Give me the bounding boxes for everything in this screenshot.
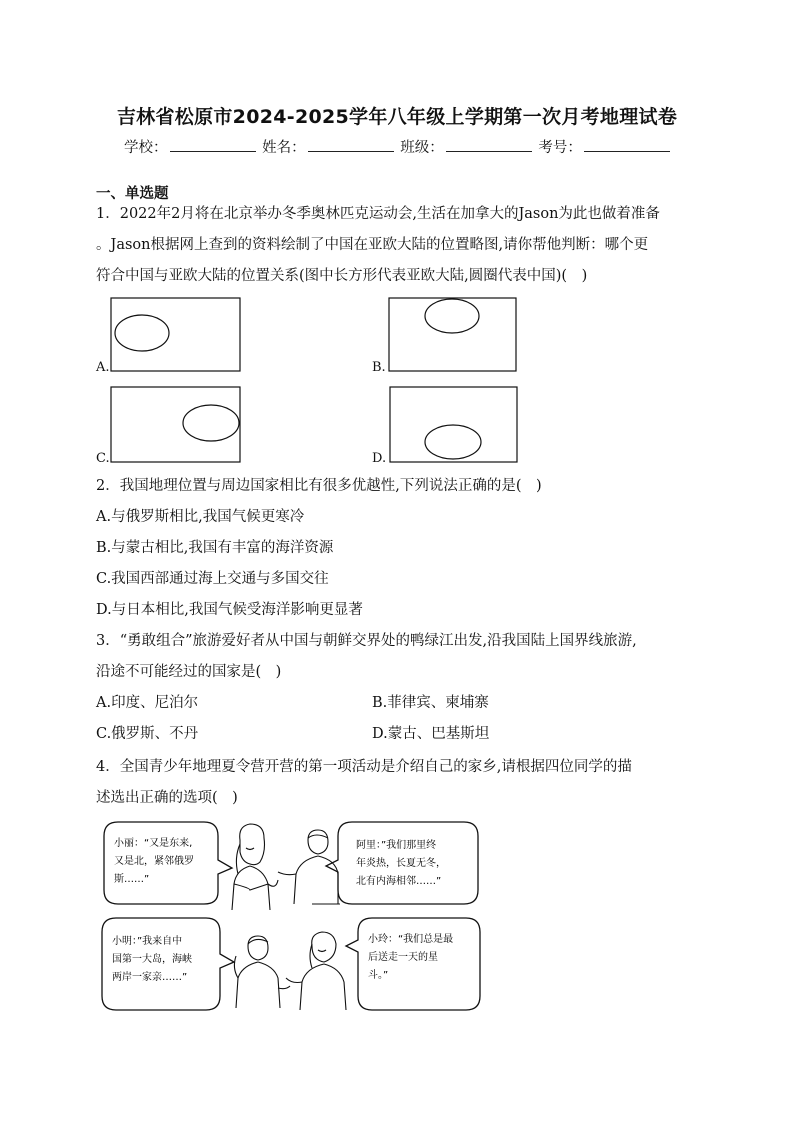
china-circle	[115, 315, 169, 351]
q3-line1: 3．“勇敢组合”旅游爱好者从中国与朝鲜交界处的鸭绿江出发,沿我国陆上国界线旅游,	[96, 633, 637, 649]
china-circle	[425, 425, 481, 459]
q1-option-c-figure	[110, 386, 242, 464]
xiaoli-text-2: 又是北，紧邻俄罗	[114, 856, 194, 867]
number-blank[interactable]	[584, 139, 670, 152]
q2-option-c[interactable]: C.我国西部通过海上交通与多国交往	[96, 571, 329, 587]
eurasia-rectangle	[389, 298, 516, 371]
xiaoling-text-2: 后送走一天的星	[368, 952, 438, 963]
school-blank[interactable]	[170, 139, 256, 152]
q1-option-a-label: A.	[96, 360, 110, 375]
class-blank[interactable]	[446, 139, 532, 152]
xiaoling-text-1: 小玲：“我们总是最	[368, 934, 454, 945]
student-girl-xiaoling-figure	[286, 932, 346, 1010]
q2-option-b[interactable]: B.与蒙古相比,我国有丰富的海洋资源	[96, 540, 334, 556]
china-circle	[425, 299, 479, 333]
class-label: 班级：	[400, 140, 444, 156]
student-girl-xiaoli-figure	[232, 824, 278, 910]
name-label: 姓名：	[262, 140, 306, 156]
q3-option-d[interactable]: D.蒙古、巴基斯坦	[372, 726, 490, 742]
q3-option-b[interactable]: B.菲律宾、柬埔寨	[372, 695, 489, 711]
xiaoming-text-1: 小明：”我来自中	[112, 936, 183, 947]
xiaoli-text-1: 小丽：“又是东来,	[114, 838, 193, 849]
ali-text-1: 阿里：”我们那里终	[356, 840, 437, 851]
section-heading: 一、单选题	[96, 186, 169, 202]
q1-line3: 符合中国与亚欧大陆的位置关系(图中长方形代表亚欧大陆,圆圈代表中国)( )	[96, 268, 588, 284]
q1-option-a-figure	[110, 297, 242, 373]
ali-text-3: 北有内海相邻……”	[356, 876, 442, 887]
q4-line1: 4．全国青少年地理夏令营开营的第一项活动是介绍自己的家乡,请根据四位同学的描	[96, 759, 632, 775]
xiaoming-text-3: 两岸一家亲……”	[112, 972, 188, 983]
q1-option-c-label: C.	[96, 451, 110, 466]
school-label: 学校：	[124, 140, 168, 156]
q2-stem: 2．我国地理位置与周边国家相比有很多优越性,下列说法正确的是( )	[96, 478, 542, 494]
speech-bubble-xiaoling	[346, 918, 480, 1010]
q4-line2: 述选出正确的选项( )	[96, 790, 238, 806]
q3-line2: 沿途不可能经过的国家是( )	[96, 664, 282, 680]
q1-option-d-label: D.	[372, 451, 387, 466]
student-boy-xiaoming-figure	[234, 936, 290, 1008]
number-label: 考号：	[538, 140, 582, 156]
name-blank[interactable]	[308, 139, 394, 152]
q1-line2: 。Jason根据网上查到的资料绘制了中国在亚欧大陆的位置略图,请你帮他判断：哪个更	[96, 237, 649, 253]
eurasia-rectangle	[111, 387, 240, 462]
q3-option-c[interactable]: C.俄罗斯、不丹	[96, 726, 199, 742]
q1-option-b-label: B.	[372, 360, 386, 375]
ali-text-2: 年炎热，长夏无冬，	[356, 858, 446, 869]
xiaoling-text-3: 斗。”	[368, 970, 389, 981]
xiaoming-text-2: 国第一大岛，海峡	[112, 954, 192, 965]
q1-line1: 1．2022年2月将在北京举办冬季奥林匹克运动会,生活在加拿大的Jason为此也做着准备	[96, 206, 660, 222]
xiaoli-text-3: 斯……”	[114, 874, 150, 885]
exam-title: 吉林省松原市2024-2025学年八年级上学期第一次月考地理试卷	[116, 106, 678, 128]
q2-option-a[interactable]: A.与俄罗斯相比,我国气候更寒冷	[96, 509, 305, 525]
q2-option-d[interactable]: D.与日本相比,我国气候受海洋影响更显著	[96, 602, 363, 618]
dialogue-illustration	[100, 818, 482, 1014]
china-circle	[183, 405, 239, 441]
q3-option-a[interactable]: A.印度、尼泊尔	[96, 695, 199, 711]
eurasia-rectangle	[111, 298, 240, 371]
q1-option-d-figure	[389, 386, 519, 464]
student-info-row	[124, 136, 672, 157]
q1-option-b-figure	[388, 297, 518, 373]
